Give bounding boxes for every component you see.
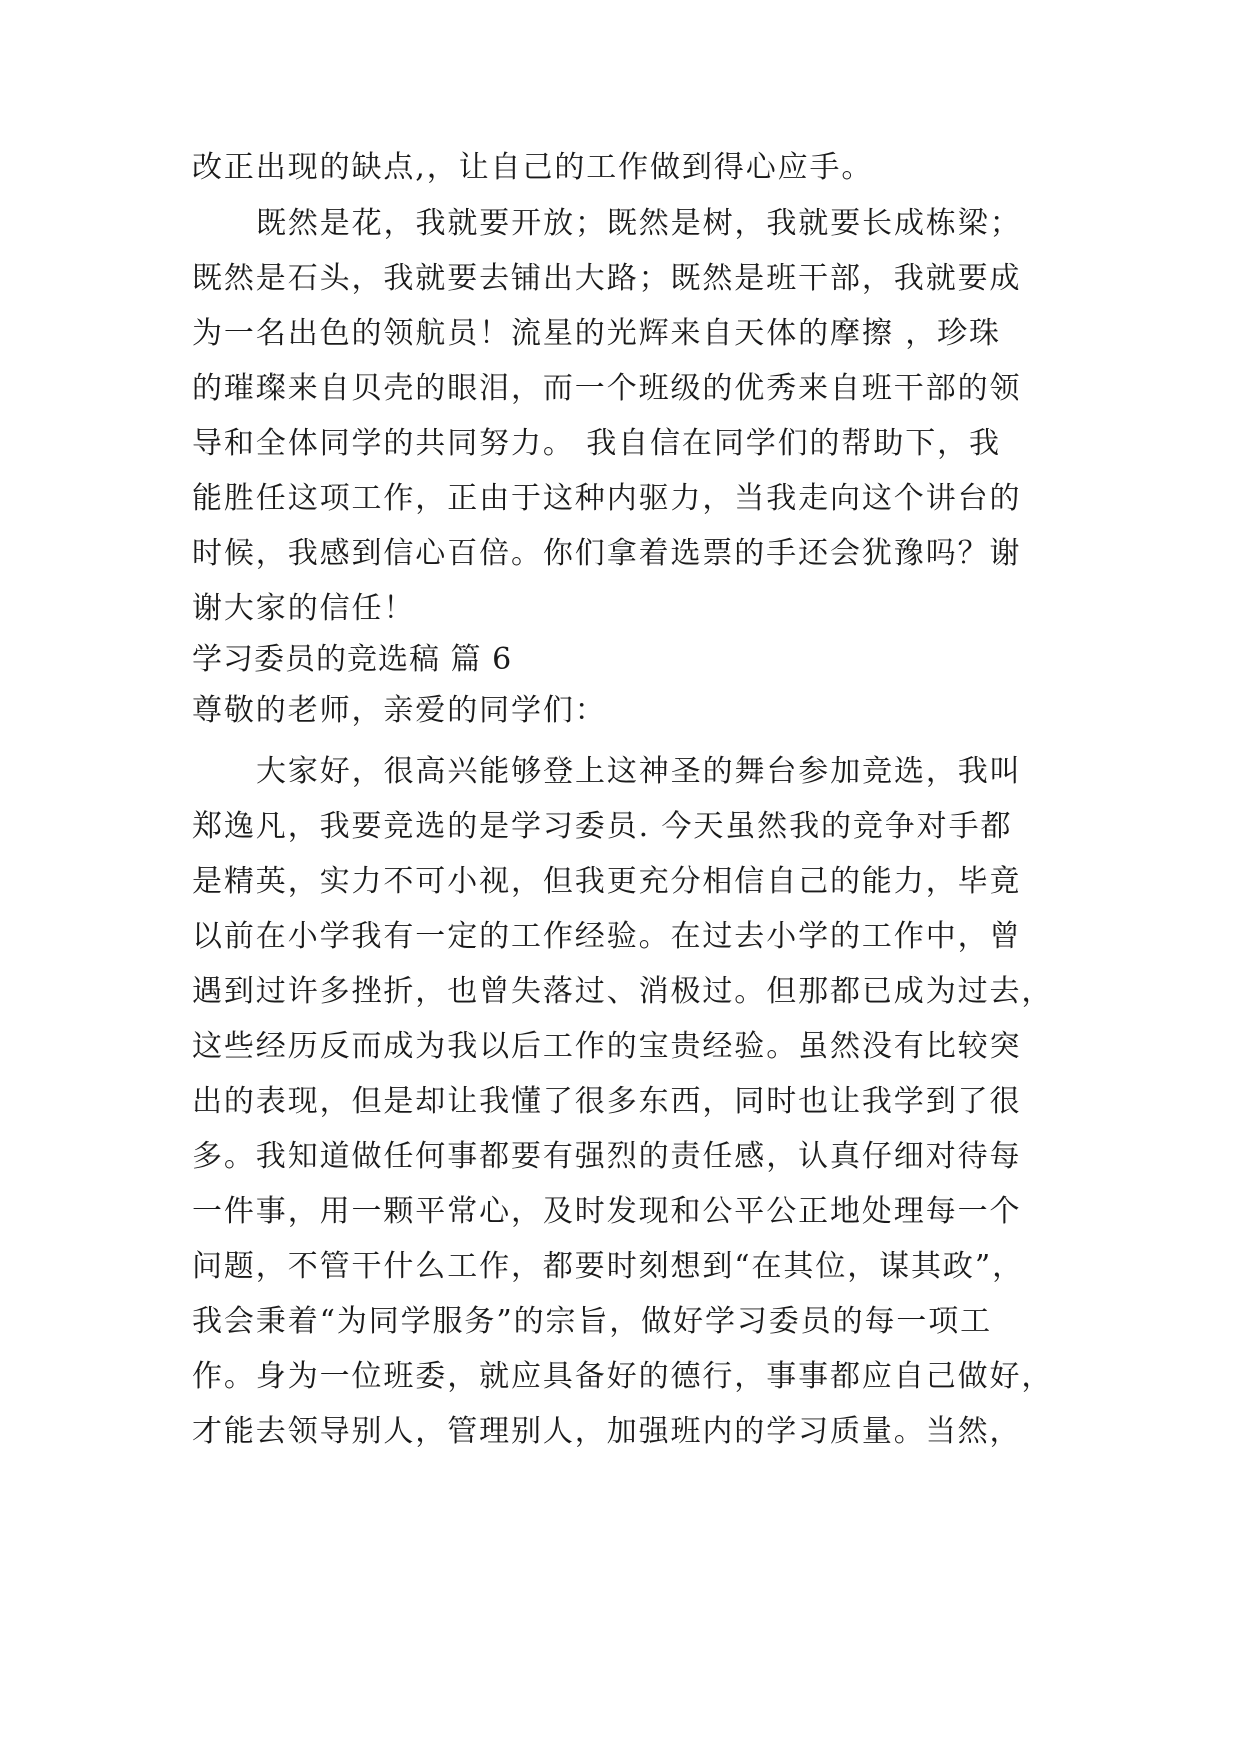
salutation: 尊敬的老师，亲爱的同学们： bbox=[192, 693, 607, 728]
text-line-18: 出的表现，但是却让我懂了很多东西，同时也让我学到了很 bbox=[192, 1084, 1022, 1119]
text-line-24: 才能去领导别人，管理别人，加强班内的学习质量。当然， bbox=[192, 1414, 1022, 1449]
text-line-5: 的璀璨来自贝壳的眼泪，而一个班级的优秀来自班干部的领 bbox=[192, 371, 1022, 406]
text-line-2: 既然是花，我就要开放；既然是树，我就要长成栋梁； bbox=[256, 206, 1022, 241]
text-line-9: 谢大家的信任！ bbox=[192, 591, 416, 626]
text-line-20: 一件事，用一颗平常心，及时发现和公平公正地处理每一个 bbox=[192, 1194, 1022, 1229]
text-line-4: 为一名出色的领航员！流星的光辉来自天体的摩擦 ，珍珠 bbox=[192, 316, 1001, 351]
text-line-16: 遇到过许多挫折，也曾失落过、消极过。但那都已成为过去， bbox=[192, 974, 1054, 1009]
text-line-3: 既然是石头，我就要去铺出大路；既然是班干部，我就要成 bbox=[192, 261, 1022, 296]
text-line-15: 以前在小学我有一定的工作经验。在过去小学的工作中，曾 bbox=[192, 919, 1022, 954]
text-line-22: 我会秉着“为同学服务”的宗旨，做好学习委员的每一项工 bbox=[192, 1304, 993, 1339]
text-line-23: 作。身为一位班委，就应具备好的德行，事事都应自己做好， bbox=[192, 1359, 1054, 1394]
section-heading: 学习委员的竞选稿 篇 6 bbox=[192, 642, 513, 677]
text-line-7: 能胜任这项工作，正由于这种内驱力，当我走向这个讲台的 bbox=[192, 481, 1022, 516]
text-line-1: 改正出现的缺点,，让自己的工作做到得心应手。 bbox=[192, 150, 874, 185]
text-line-13: 郑逸凡，我要竞选的是学习委员. 今天虽然我的竞争对手都 bbox=[192, 809, 1013, 844]
text-line-6: 导和全体同学的共同努力。 我自信在同学们的帮助下，我 bbox=[192, 426, 1001, 461]
text-line-12: 大家好，很高兴能够登上这神圣的舞台参加竞选，我叫 bbox=[256, 754, 1022, 789]
text-line-14: 是精英，实力不可小视，但我更充分相信自己的能力，毕竟 bbox=[192, 864, 1022, 899]
text-line-21: 问题，不管干什么工作，都要时刻想到“在其位，谋其政”， bbox=[192, 1249, 1024, 1284]
text-line-8: 时候，我感到信心百倍。你们拿着选票的手还会犹豫吗？谢 bbox=[192, 536, 1022, 571]
text-line-19: 多。我知道做任何事都要有强烈的责任感，认真仔细对待每 bbox=[192, 1139, 1022, 1174]
text-line-17: 这些经历反而成为我以后工作的宝贵经验。虽然没有比较突 bbox=[192, 1029, 1022, 1064]
